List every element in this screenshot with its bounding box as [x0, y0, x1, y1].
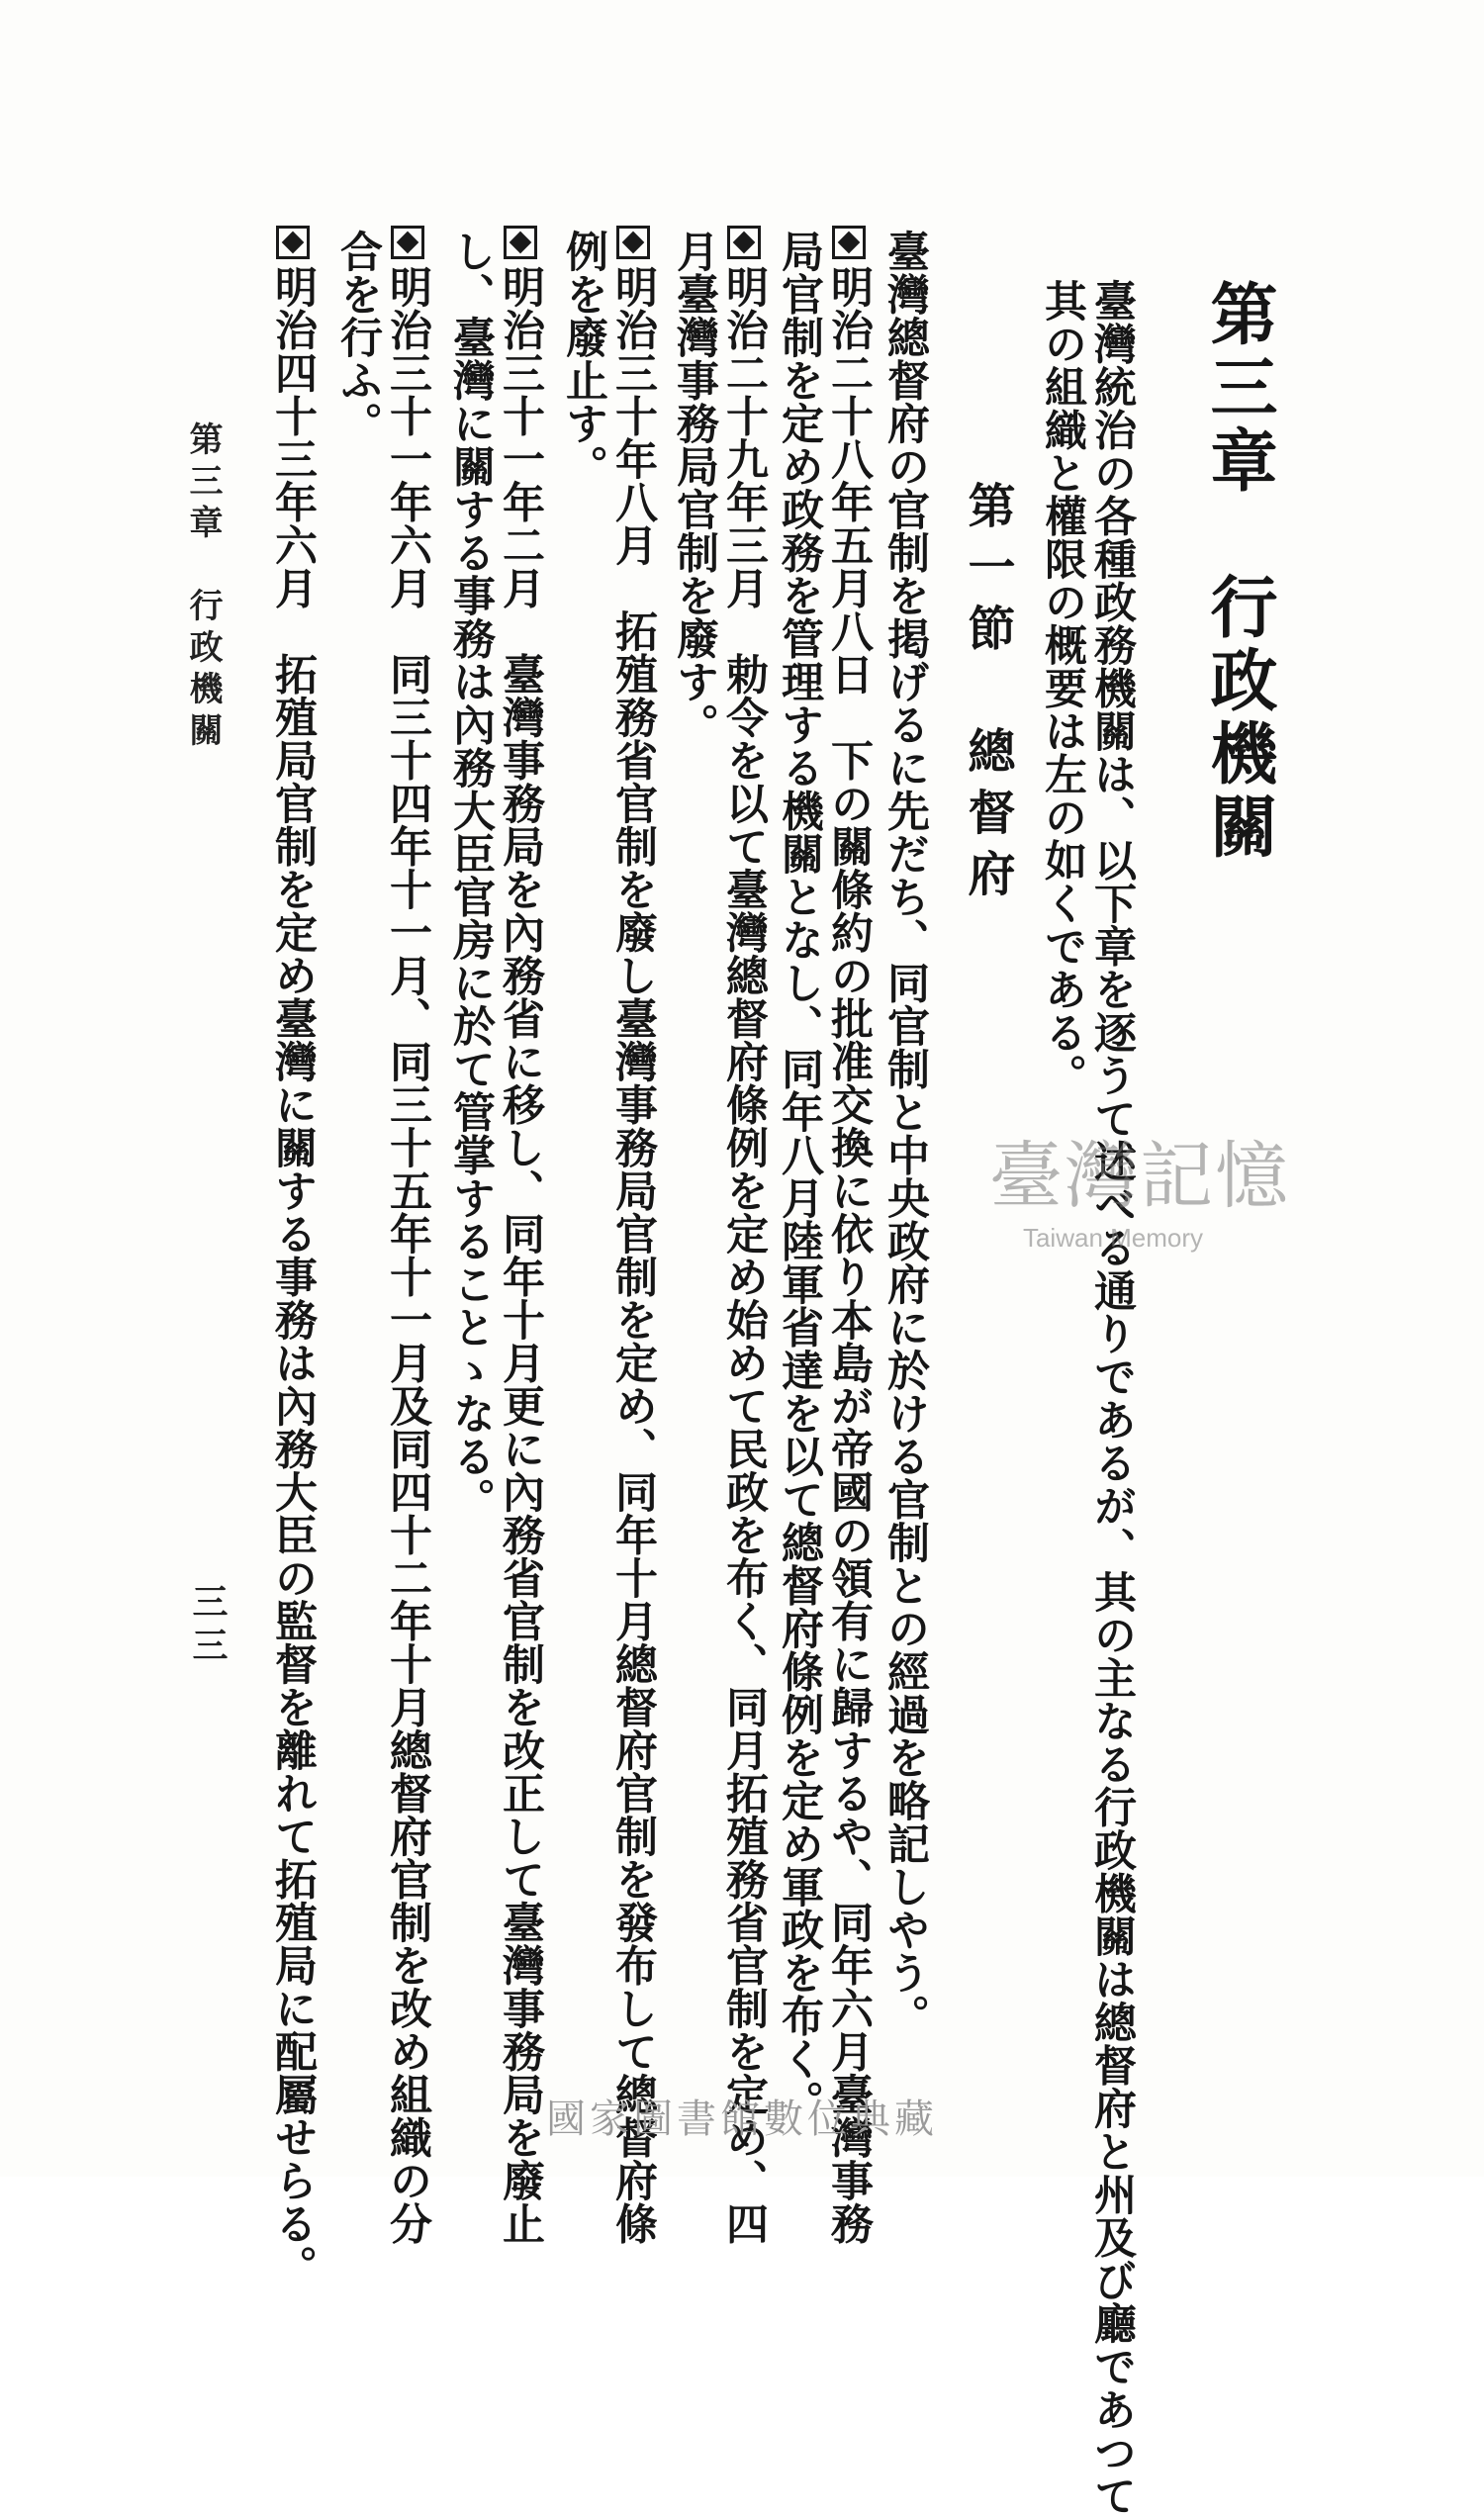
page-number: 三三	[187, 1583, 229, 1670]
entry-5-text: 明治三十一年六月 同三十四年十一月、同三十五年十一月及同四十二年十月總督府官制を改め組織の分	[383, 265, 432, 2245]
diamond-box-icon	[391, 226, 424, 259]
library-credit: 國家圖書館數位典藏	[546, 2097, 938, 2142]
entry-5-line-2: 合を行ふ。	[333, 230, 383, 445]
entry-1-line-2: 局官制を定め政務を管理する機關となし、同年八月陸軍省達を以て總督府條例を定め軍政を布く。	[775, 230, 824, 2123]
entry-5-line-1	[383, 226, 432, 2245]
entry-3-line-1	[608, 226, 658, 2245]
entry-3-line-2: 例を廢止す。	[559, 230, 608, 488]
entry-4-line-1	[496, 226, 545, 2245]
entry-3-text: 明治三十年八月 拓殖務省官制を廢し臺灣事務局官制を定め、同年十月總督府官制を發布して總督府條	[608, 265, 658, 2245]
entry-2-line-2: 月臺灣事務局官制を廢す。	[670, 230, 719, 746]
diamond-box-icon	[276, 226, 310, 259]
intro-paragraph: 臺灣總督府の官制を掲げるに先だち、同官制と中央政府に於ける官制との經過を略記しやう。	[881, 230, 930, 2037]
entry-1-line-1	[824, 226, 874, 2245]
entry-4-line-2: し、臺灣に關する事務は內務大臣官房に於て管掌することゝなる。	[446, 230, 496, 1521]
entry-6-text: 明治四十三年六月 拓殖局官制を定め臺灣に關する事務は內務大臣の監督を離れて拓殖局に配屬せらる。	[268, 265, 318, 2288]
diamond-box-icon	[832, 226, 866, 259]
section-title: 第一節 總督府	[960, 481, 1015, 910]
entry-2-line-1	[719, 226, 769, 2245]
entry-4-text: 明治三十一年二月 臺灣事務局を內務省に移し、同年十月更に內務省官制を改正して臺灣事務局を廢止	[496, 265, 545, 2245]
diamond-box-icon	[504, 226, 537, 259]
entry-6-line-1	[268, 226, 318, 2288]
entry-2-text: 明治二十九年三月 勅令を以て臺灣總督府條例を定め始めて民政を布く、同月拓殖務省官制を定め、四	[719, 265, 769, 2245]
intro-line-2: 其の組織と權限の概要は左の如くである。	[1038, 279, 1087, 1097]
running-head: 第三章 行政機關	[183, 421, 223, 754]
entry-1-text: 明治二十八年五月八日 下の關條約の批准交換に依り本島が帝國の領有に歸するや、同年六月臺灣事務	[824, 265, 874, 2245]
watermark-sub: Taiwan Memory	[1022, 1223, 1204, 1253]
diamond-box-icon	[727, 226, 761, 259]
diamond-box-icon	[616, 226, 650, 259]
watermark-main: 臺灣記憶	[989, 1134, 1290, 1219]
intro-line-1: 臺灣統治の各種政務機關は、以下章を逐うて述べる通りであるが、其の主なる行政機關は總督府と州及び廳であつて	[1087, 279, 1137, 2517]
chapter-title: 第三章 行政機關	[1199, 279, 1278, 865]
